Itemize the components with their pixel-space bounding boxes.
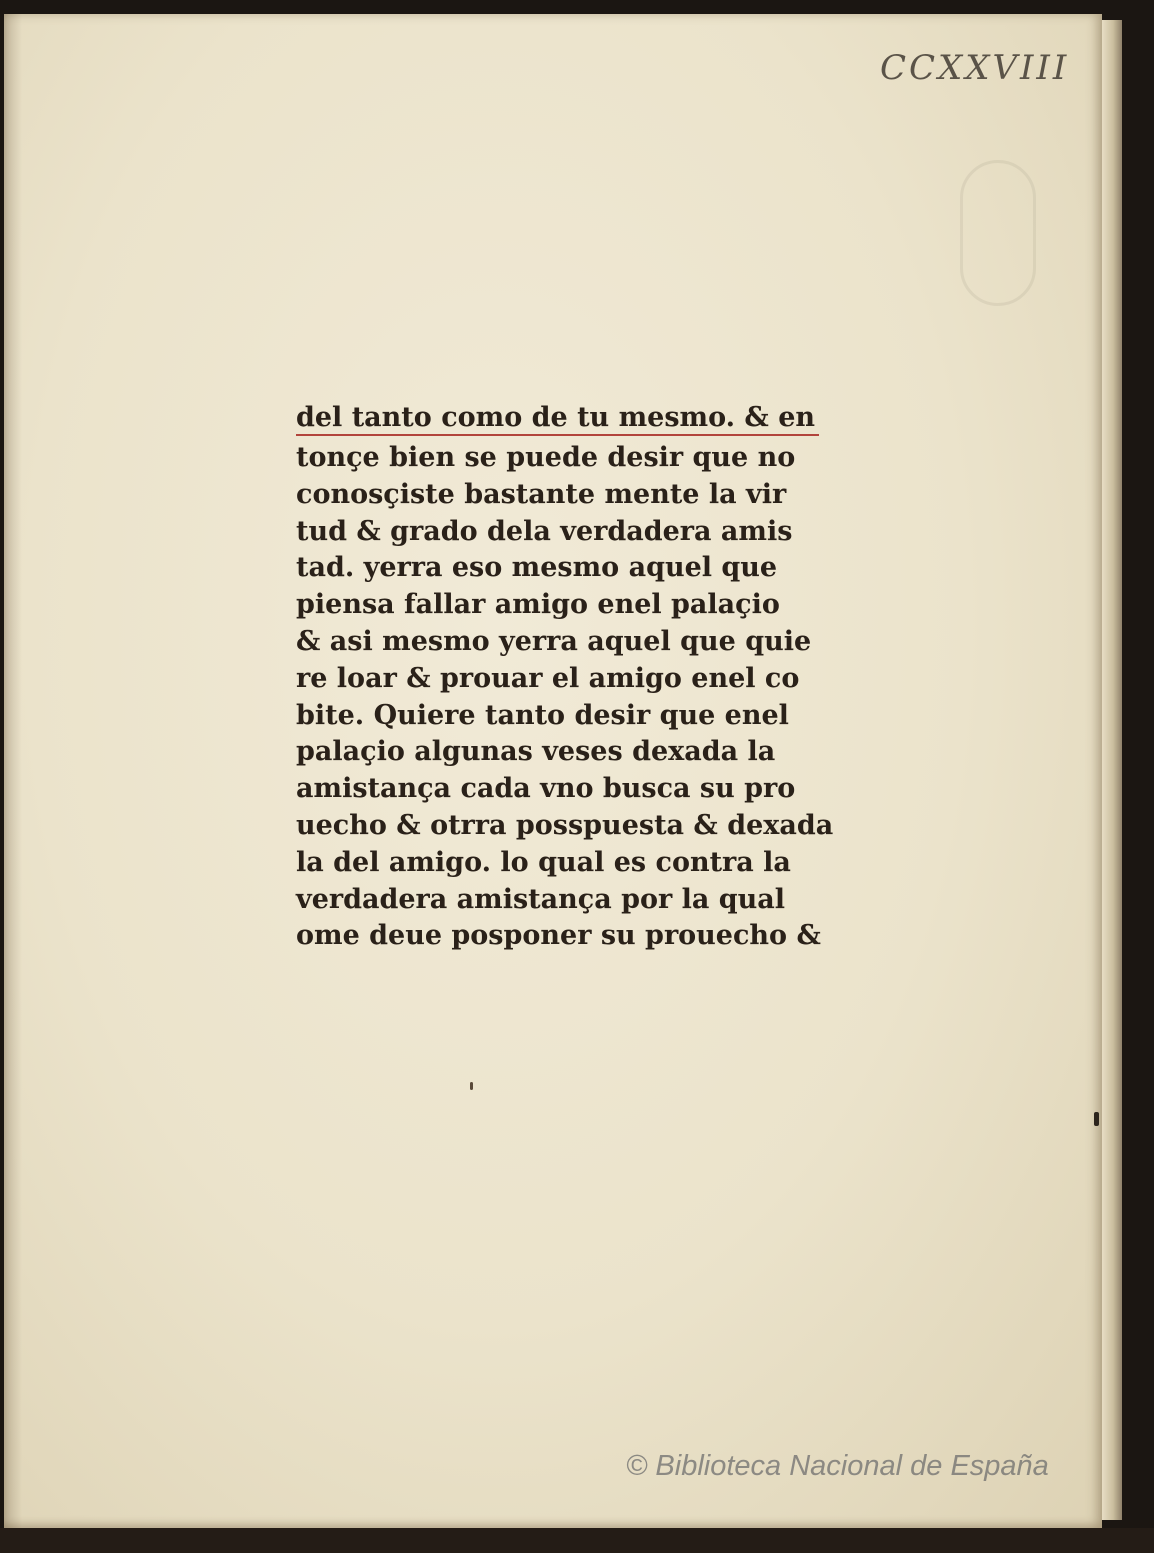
text-line: piensa fallar amigo enel palaçio xyxy=(296,589,780,621)
text-line: tonçe bien se puede desir que no xyxy=(296,442,796,473)
copyright-watermark: © Biblioteca Nacional de España xyxy=(626,1450,1049,1482)
text-line: palaçio algunas veses dexada la xyxy=(296,736,776,768)
text-line: del tanto como de tu mesmo. & en xyxy=(296,401,819,436)
text-line: bite. Quiere tanto desir que enel xyxy=(296,699,789,731)
text-line: conosçiste bastante mente la vir xyxy=(296,478,787,510)
stamp-ghost xyxy=(960,160,1036,306)
text-line: tud & grado dela verdadera amis xyxy=(296,515,793,547)
text-line: verdadera amistança por la qual xyxy=(296,883,786,915)
bottom-strip xyxy=(0,1528,1154,1553)
text-line: amistança cada vno busca su pro xyxy=(296,773,796,805)
binding-shadow xyxy=(4,14,22,1528)
text-line: & asi mesmo yerra aquel que quie xyxy=(296,625,812,657)
text-line: tad. yerra eso mesmo aquel que xyxy=(296,552,778,584)
text-line: uecho & otrra posspuesta & dexada xyxy=(296,809,834,841)
text-line: la del amigo. lo qual es contra la xyxy=(296,846,791,878)
text-line: ome deue posponer su prouecho & xyxy=(296,920,821,952)
folio-number: CCXXVIII xyxy=(880,48,1070,88)
ink-speck xyxy=(1094,1112,1099,1126)
ink-speck xyxy=(470,1082,473,1090)
text-line: re loar & prouar el amigo enel co xyxy=(296,662,800,694)
manuscript-text-block xyxy=(296,400,834,955)
